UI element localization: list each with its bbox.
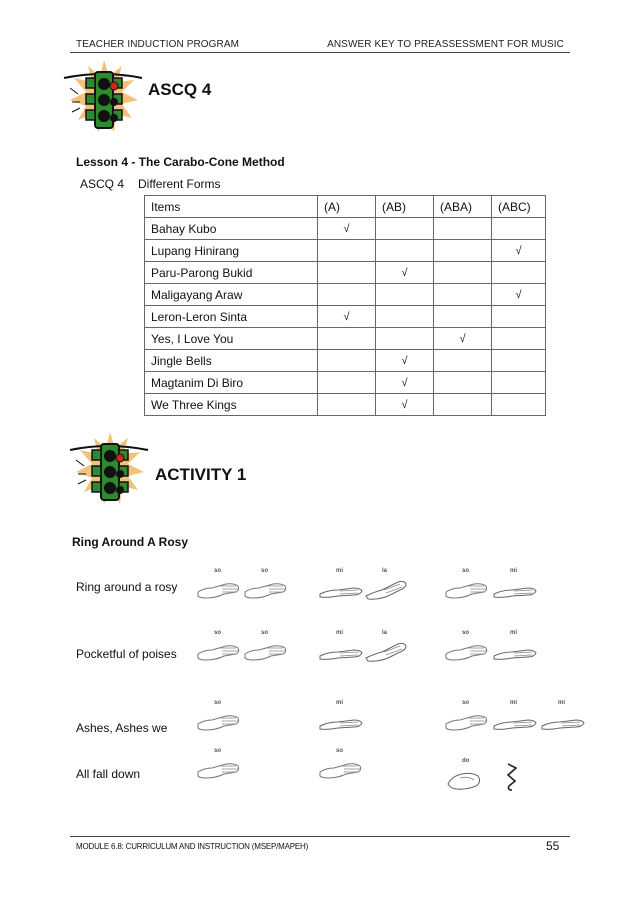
solfege-label: so	[261, 630, 269, 636]
check-mark-cell: √	[376, 262, 434, 284]
empty-cell	[434, 372, 492, 394]
hand-sign-so-icon	[196, 630, 242, 664]
table-row	[145, 394, 546, 416]
item-cell: Bahay Kubo	[145, 218, 318, 240]
item-cell: Yes, I Love You	[145, 328, 318, 350]
empty-cell	[434, 306, 492, 328]
empty-cell	[318, 240, 376, 262]
table-row	[145, 240, 546, 262]
table-row	[145, 306, 546, 328]
solfege-label: so	[462, 568, 470, 574]
hand-sign-so-icon	[196, 568, 242, 602]
hand-sign-so-icon	[444, 630, 490, 664]
lyric-line: Pocketful of poises	[76, 647, 177, 661]
solfege-label: so	[462, 630, 470, 636]
item-cell: Leron-Leron Sinta	[145, 306, 318, 328]
subtitle-text: Different Forms	[138, 177, 221, 191]
hand-sign-do-icon	[444, 758, 490, 792]
empty-cell	[318, 284, 376, 306]
section-title-ascq4: ASCQ 4	[148, 80, 212, 99]
solfege-label: so	[261, 568, 269, 574]
hand-sign-so-icon	[196, 700, 242, 734]
item-cell: Jingle Bells	[145, 350, 318, 372]
empty-cell	[376, 218, 434, 240]
empty-cell	[492, 218, 546, 240]
item-cell: Maligayang Araw	[145, 284, 318, 306]
empty-cell	[492, 394, 546, 416]
lesson-title: Lesson 4 - The Carabo-Cone Method	[76, 155, 285, 169]
table-row	[145, 350, 546, 372]
solfege-label: do	[462, 758, 470, 764]
empty-cell	[318, 262, 376, 284]
check-mark-cell: √	[376, 394, 434, 416]
check-mark-cell: √	[318, 218, 376, 240]
hand-sign-so-icon	[444, 700, 490, 734]
item-cell: Magtanim Di Biro	[145, 372, 318, 394]
traffic-light-icon	[68, 430, 152, 508]
table-header-cell: (ABA)	[434, 196, 492, 218]
table-row	[145, 284, 546, 306]
solfege-label: so	[214, 630, 222, 636]
empty-cell	[376, 306, 434, 328]
empty-cell	[318, 350, 376, 372]
empty-cell	[434, 218, 492, 240]
empty-cell	[318, 394, 376, 416]
empty-cell	[434, 394, 492, 416]
lyric-line: Ring around a rosy	[76, 580, 178, 594]
empty-cell	[318, 328, 376, 350]
header-program: TEACHER INDUCTION PROGRAM	[76, 39, 240, 50]
table-row	[145, 218, 546, 240]
subtitle	[80, 177, 220, 191]
rest-squiggle-icon	[502, 762, 522, 792]
section-title-activity1: ACTIVITY 1	[155, 465, 247, 484]
header-title: ANSWER KEY TO PREASSESSMENT FOR MUSIC	[327, 39, 564, 50]
empty-cell	[492, 306, 546, 328]
traffic-light-icon	[62, 58, 146, 136]
table-header-cell: Items	[145, 196, 318, 218]
footer-module: MODULE 6.8: CURRICULUM AND INSTRUCTION (MSEP/MAPEH)	[76, 842, 309, 851]
item-cell: Paru-Parong Bukid	[145, 262, 318, 284]
solfege-label: so	[336, 748, 344, 754]
hand-sign-so-icon	[196, 748, 242, 782]
check-mark-cell: √	[376, 350, 434, 372]
hand-sign-mi-icon	[492, 700, 538, 734]
subtitle-code: ASCQ 4	[80, 177, 125, 191]
header-rule	[70, 52, 570, 53]
hand-sign-mi-icon	[318, 568, 364, 602]
hand-sign-mi-icon	[492, 568, 538, 602]
empty-cell	[434, 240, 492, 262]
item-cell: Lupang Hinirang	[145, 240, 318, 262]
solfege-label: la	[382, 630, 388, 636]
empty-cell	[492, 350, 546, 372]
solfege-label: so	[462, 700, 470, 706]
empty-cell	[434, 262, 492, 284]
song-title: Ring Around A Rosy	[72, 535, 188, 549]
lyric-line: All fall down	[76, 767, 141, 781]
check-mark-cell: √	[492, 240, 546, 262]
check-mark-cell: √	[376, 372, 434, 394]
solfege-label: mi	[336, 568, 344, 574]
hand-sign-mi-icon	[540, 700, 586, 734]
page-header	[70, 39, 570, 53]
hand-sign-so-icon	[243, 568, 289, 602]
empty-cell	[376, 240, 434, 262]
solfege-label: so	[214, 700, 222, 706]
empty-cell	[492, 262, 546, 284]
table-header-row	[145, 196, 546, 218]
empty-cell	[492, 372, 546, 394]
check-mark-cell: √	[492, 284, 546, 306]
item-cell: We Three Kings	[145, 394, 318, 416]
footer-rule	[70, 836, 570, 837]
solfege-label: mi	[336, 630, 344, 636]
solfege-label: mi	[336, 700, 344, 706]
hand-sign-mi-icon	[492, 630, 538, 664]
solfege-label: so	[214, 748, 222, 754]
empty-cell	[376, 328, 434, 350]
hand-sign-so-icon	[444, 568, 490, 602]
table-row	[145, 372, 546, 394]
hand-sign-la-icon	[364, 568, 410, 602]
hand-sign-so-icon	[243, 630, 289, 664]
table-row	[145, 262, 546, 284]
table-header-cell: (ABC)	[492, 196, 546, 218]
check-mark-cell: √	[318, 306, 376, 328]
solfege-label: so	[214, 568, 222, 574]
empty-cell	[318, 372, 376, 394]
hand-sign-la-icon	[364, 630, 410, 664]
check-mark-cell: √	[434, 328, 492, 350]
solfege-label: mi	[558, 700, 566, 706]
empty-cell	[492, 328, 546, 350]
solfege-label: la	[382, 568, 388, 574]
table-header-cell: (A)	[318, 196, 376, 218]
table-row	[145, 328, 546, 350]
hand-sign-mi-icon	[318, 630, 364, 664]
empty-cell	[434, 350, 492, 372]
empty-cell	[434, 284, 492, 306]
page-number: 55	[546, 839, 560, 853]
hand-sign-mi-icon	[318, 700, 364, 734]
solfege-label: mi	[510, 630, 518, 636]
solfege-label: mi	[510, 568, 518, 574]
lyric-line: Ashes, Ashes we	[76, 721, 168, 735]
table-header-cell: (AB)	[376, 196, 434, 218]
hand-sign-so-icon	[318, 748, 364, 782]
solfege-label: mi	[510, 700, 518, 706]
forms-table	[144, 195, 546, 416]
empty-cell	[376, 284, 434, 306]
